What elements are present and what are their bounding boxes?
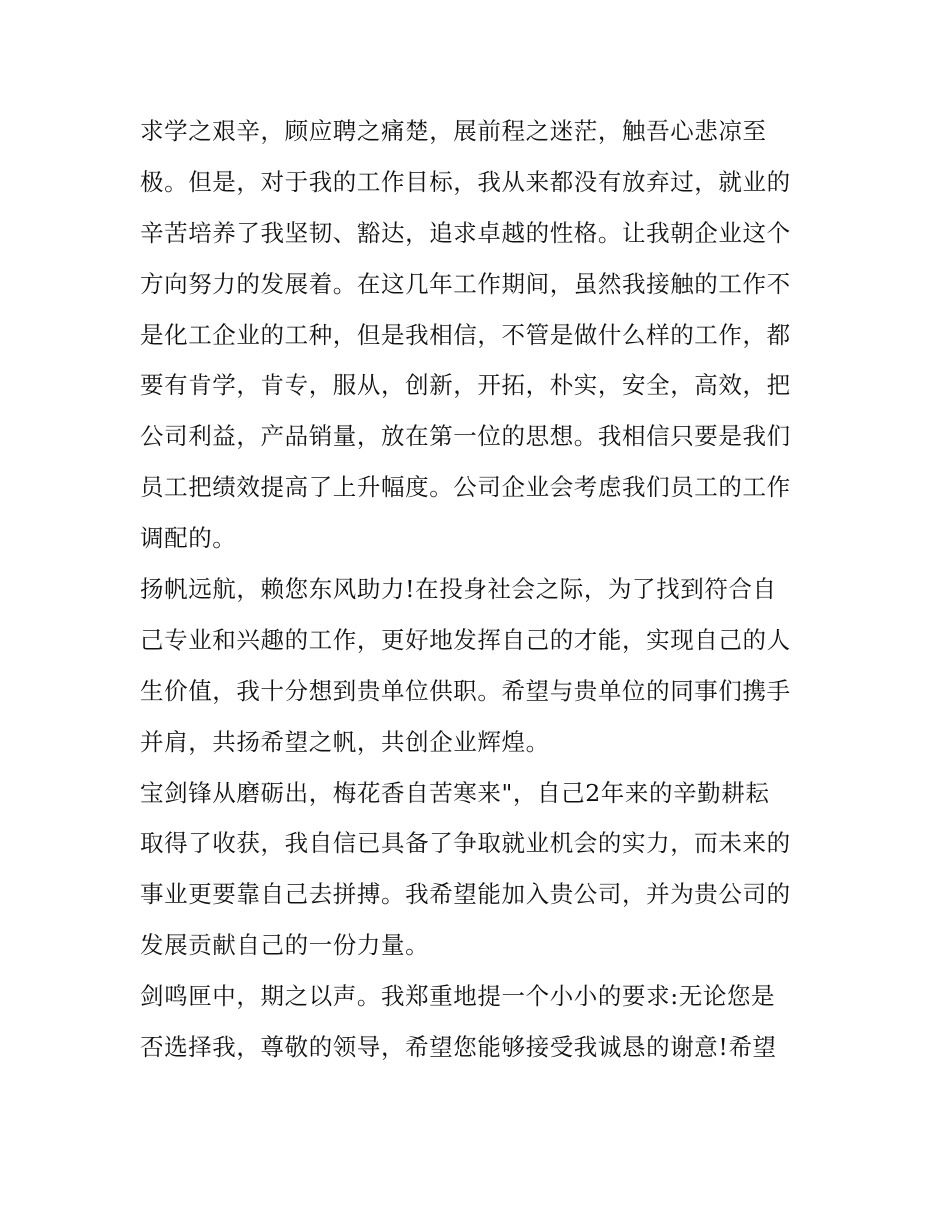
body-text [140, 106, 820, 1073]
text-line: 并肩，共扬希望之帆，共创企业辉煌。 [140, 727, 550, 756]
text-line: 公司利益，产品销量，放在第一位的思想。我相信只要是我们 [140, 422, 791, 451]
text-line: 极。但是，对于我的工作目标，我从来都没有放弃过，就业的 [140, 167, 791, 196]
text-line: 发展贡献自己的一份力量。 [140, 931, 430, 960]
text-line: 扬帆远航，赖您东风助力!在投身社会之际，为了找到符合自 [140, 575, 777, 604]
text-line: 己专业和兴趣的工作，更好地发挥自己的才能，实现自己的人 [140, 625, 791, 654]
text-line: 取得了收获，我自信已具备了争取就业机会的实力，而未来的 [140, 829, 791, 858]
text-line: 求学之艰辛，顾应聘之痛楚，展前程之迷茫，触吾心悲凉至 [140, 117, 767, 145]
text-line: 事业更要靠自己去拼搏。我希望能加入贵公司，并为贵公司的 [140, 880, 791, 909]
text-line: 方向努力的发展着。在这几年工作期间，虽然我接触的工作不 [140, 269, 791, 298]
text-line: 否选择我，尊敬的领导，希望您能够接受我诚恳的谢意!希望 [140, 1033, 777, 1062]
text-line: 要有肯学，肯专，服从，创新，开拓，朴实，安全，高效，把 [140, 371, 791, 400]
text-line: 员工把绩效提高了上升幅度。公司企业会考虑我们员工的工作 [140, 473, 791, 502]
text-line: 辛苦培养了我坚韧、豁达，追求卓越的性格。让我朝企业这个 [140, 218, 791, 247]
text-line: 生价值，我十分想到贵单位供职。希望与贵单位的同事们携手 [140, 676, 791, 705]
text-line: 剑鸣匣中，期之以声。我郑重地提一个小小的要求:无论您是 [140, 982, 776, 1011]
text-line: 调配的。 [140, 524, 237, 553]
text-line: 是化工企业的工种，但是我相信，不管是做什么样的工作，都 [140, 320, 791, 349]
text-line: 宝剑锋从磨砺出，梅花香自苦寒来"，自己2年来的辛勤耕耘 [140, 778, 770, 807]
